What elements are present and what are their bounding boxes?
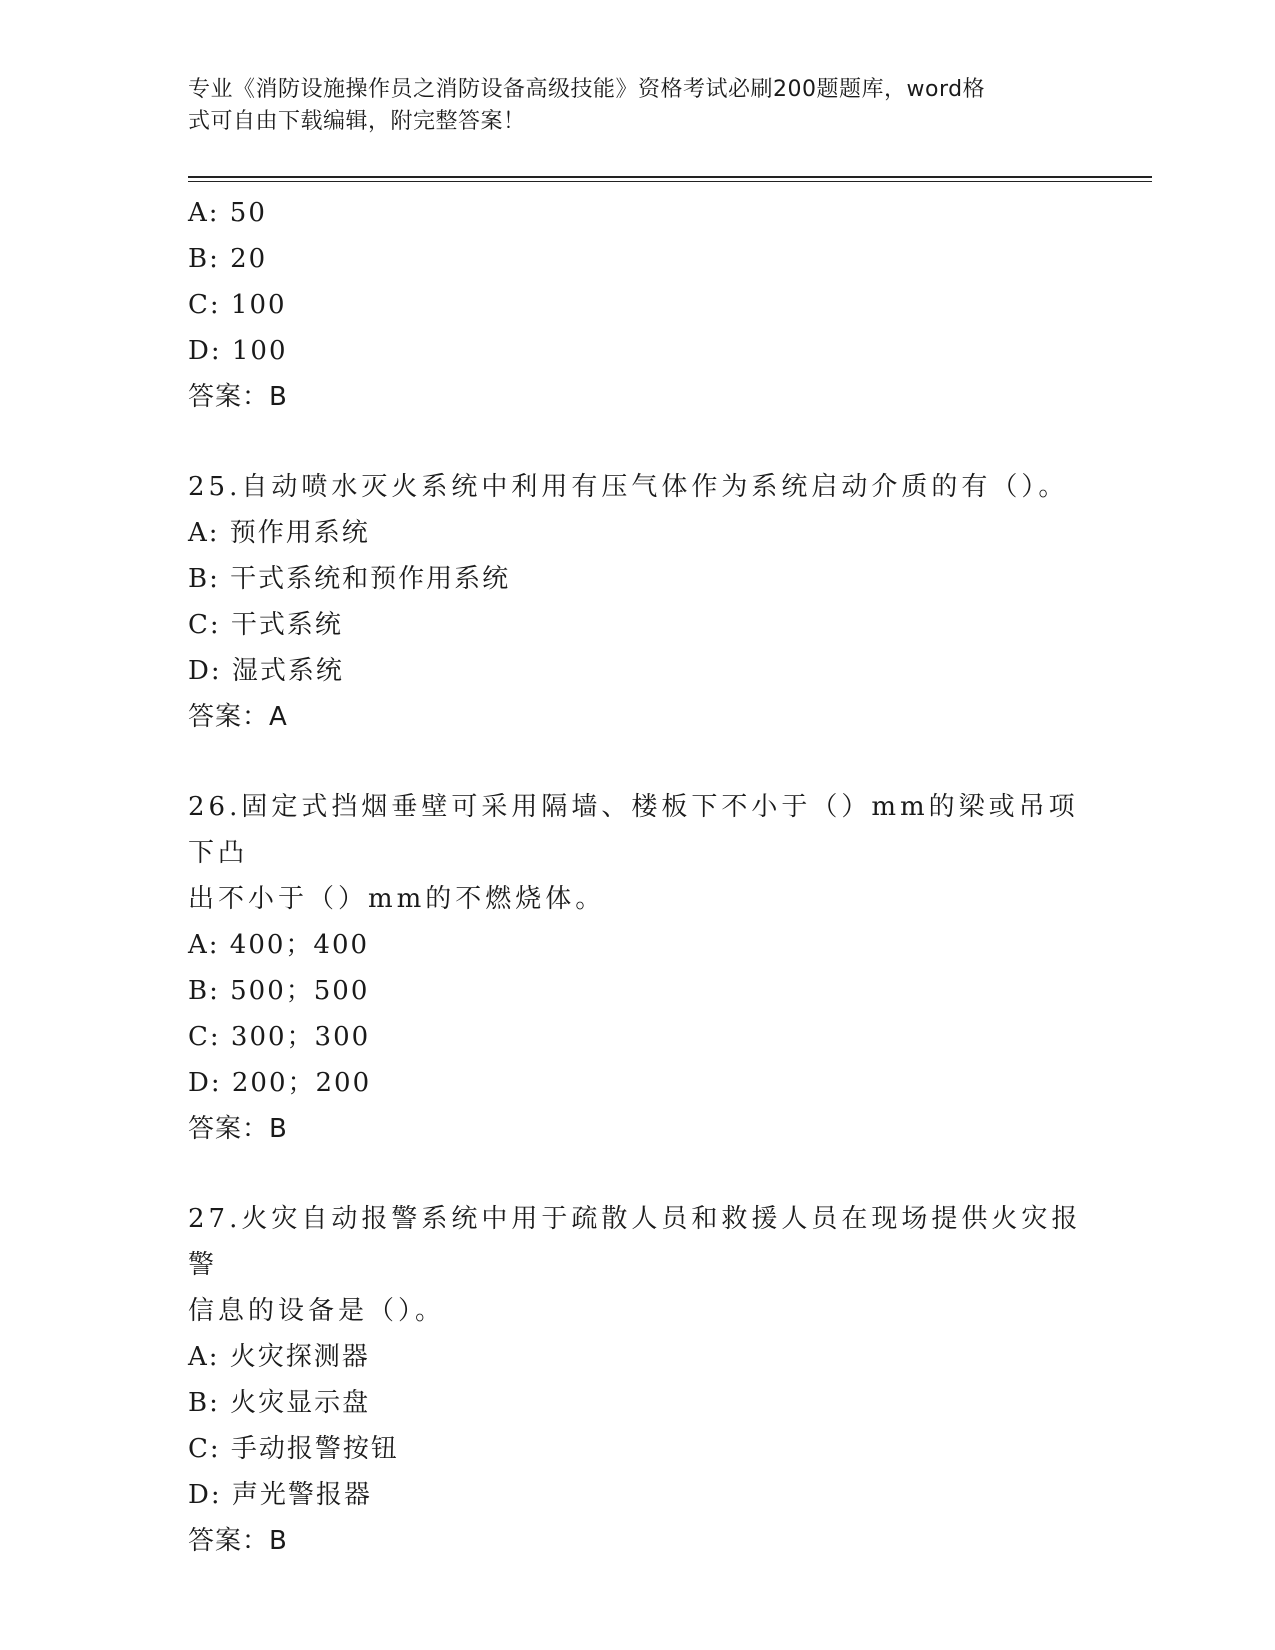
- question-text: 25.自动喷水灭火系统中利用有压气体作为系统启动介质的有（）。: [188, 472, 1069, 502]
- document-header: [188, 74, 1068, 138]
- question-26: [188, 784, 1088, 1152]
- answer-line: 答案：B: [188, 1526, 288, 1556]
- option-d: D: 声光警报器: [188, 1480, 372, 1510]
- question-list: [188, 190, 1088, 1564]
- answer-line: 答案：B: [188, 1114, 288, 1144]
- spacer: [188, 1152, 1088, 1196]
- question-24-continuation: [188, 190, 1088, 420]
- header-divider-thick: [188, 176, 1152, 178]
- question-text-line-2: 信息的设备是（）。: [188, 1296, 446, 1326]
- option-d: D: 100: [188, 336, 288, 366]
- question-27: [188, 1196, 1088, 1564]
- option-a: A: 火灾探测器: [188, 1342, 370, 1372]
- question-text-line-2: 出不小于（）mm的不燃烧体。: [188, 884, 606, 914]
- option-d: D: 200；200: [188, 1068, 372, 1098]
- option-c: C: 100: [188, 290, 287, 320]
- option-a: A: 预作用系统: [188, 518, 370, 548]
- option-c: C: 手动报警按钮: [188, 1434, 399, 1464]
- option-b: B: 干式系统和预作用系统: [188, 564, 511, 594]
- option-a: A: 50: [188, 198, 267, 228]
- option-c: C: 干式系统: [188, 610, 343, 640]
- option-c: C: 300；300: [188, 1022, 371, 1052]
- question-25: [188, 464, 1088, 740]
- option-a: A: 400；400: [188, 930, 370, 960]
- spacer: [188, 420, 1088, 464]
- header-line-1: 专业《消防设施操作员之消防设备高级技能》资格考试必刷200题题库，word格: [188, 77, 986, 102]
- question-text-line-1: 26.固定式挡烟垂壁可采用隔墙、楼板下不小于（）mm的梁或吊项下凸: [188, 792, 1079, 868]
- header-line-2: 式可自由下载编辑，附完整答案！: [188, 109, 526, 134]
- header-divider-thin: [188, 181, 1152, 182]
- answer-line: 答案：B: [188, 382, 288, 412]
- option-b: B: 20: [188, 244, 268, 274]
- option-b: B: 火灾显示盘: [188, 1388, 371, 1418]
- spacer: [188, 740, 1088, 784]
- option-b: B: 500；500: [188, 976, 370, 1006]
- option-d: D: 湿式系统: [188, 656, 344, 686]
- question-text-line-1: 27.火灾自动报警系统中用于疏散人员和救援人员在现场提供火灾报警: [188, 1204, 1082, 1280]
- answer-line: 答案：A: [188, 702, 288, 732]
